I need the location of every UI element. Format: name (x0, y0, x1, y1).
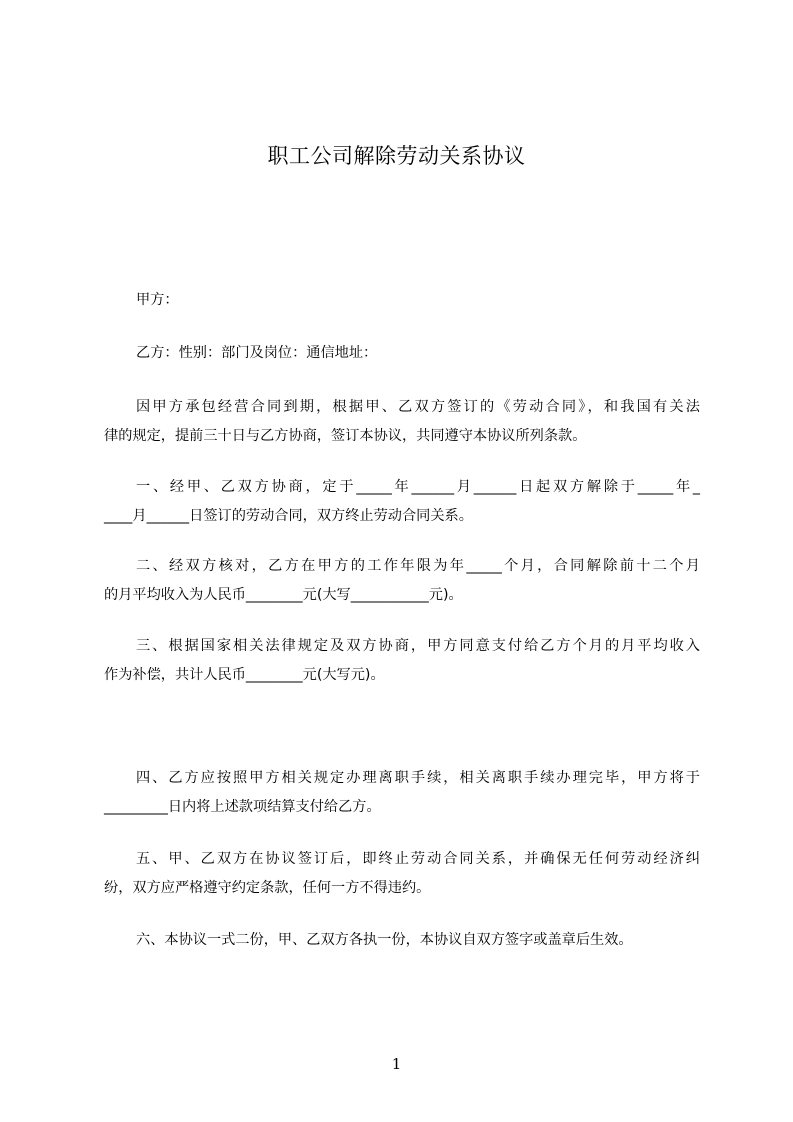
clause-5-line-2: 纷，双方应严格遵守约定条款，任何一方不得违约。 (104, 880, 431, 896)
clause-5-paragraph (104, 845, 700, 903)
clause-1-paragraph (104, 473, 700, 531)
clause-1-line-1: 一、经甲、乙双方协商，定于_____年______月______日起双方解除于_____年_ (136, 479, 700, 495)
clause-2-line-2: 的月平均收入为人民币________元(大写___________元)。 (104, 587, 463, 603)
preamble-line-1: 因甲方承包经营合同到期，根据甲、乙双方签订的《劳动合同》，和我国有关法 (136, 399, 700, 415)
clause-4-line-2: _________日内将上述款项结算支付给乙方。 (104, 799, 381, 815)
party-a-text: 甲方： (136, 292, 179, 308)
party-b-line (104, 339, 700, 368)
clause-2-paragraph (104, 552, 700, 610)
clause-3-line-1: 三、根据国家相关法律规定及双方协商，甲方同意支付给乙方个月的月平均收入 (136, 638, 700, 654)
clause-5-line-1: 五、甲、乙双方在协议签订后，即终止劳动合同关系，并确保无任何劳动经济纠 (136, 851, 700, 867)
document-title: 职工公司解除劳动关系协议 (267, 144, 526, 168)
preamble-line-2: 律的规定，提前三十日与乙方协商，签订本协议，共同遵守本协议所列条款。 (104, 428, 587, 444)
clause-6-line-1: 六、本协议一式二份，甲、乙双方各执一份，本协议自双方签字或盖章后生效。 (136, 932, 633, 948)
party-a-line (104, 286, 700, 315)
clause-4-paragraph (104, 764, 700, 822)
clause-3-line-2: 作为补偿，共计人民币________元(大写元)。 (104, 667, 385, 683)
clause-6-paragraph (104, 926, 700, 955)
clause-3-paragraph (104, 632, 700, 690)
preamble-paragraph (104, 393, 700, 451)
party-b-text: 乙方：性别：部门及岗位：通信地址： (136, 345, 378, 361)
clause-4-line-1: 四、乙方应按照甲方相关规定办理离职手续，相关离职手续办理完毕，甲方将于 (136, 770, 700, 786)
clause-1-line-2: ____月______日签订的劳动合同，双方终止劳动合同关系。 (104, 508, 473, 524)
clause-2-line-1: 二、经双方核对，乙方在甲方的工作年限为年_____个月，合同解除前十二个月 (136, 558, 700, 574)
page-number: 1 (391, 1055, 402, 1073)
